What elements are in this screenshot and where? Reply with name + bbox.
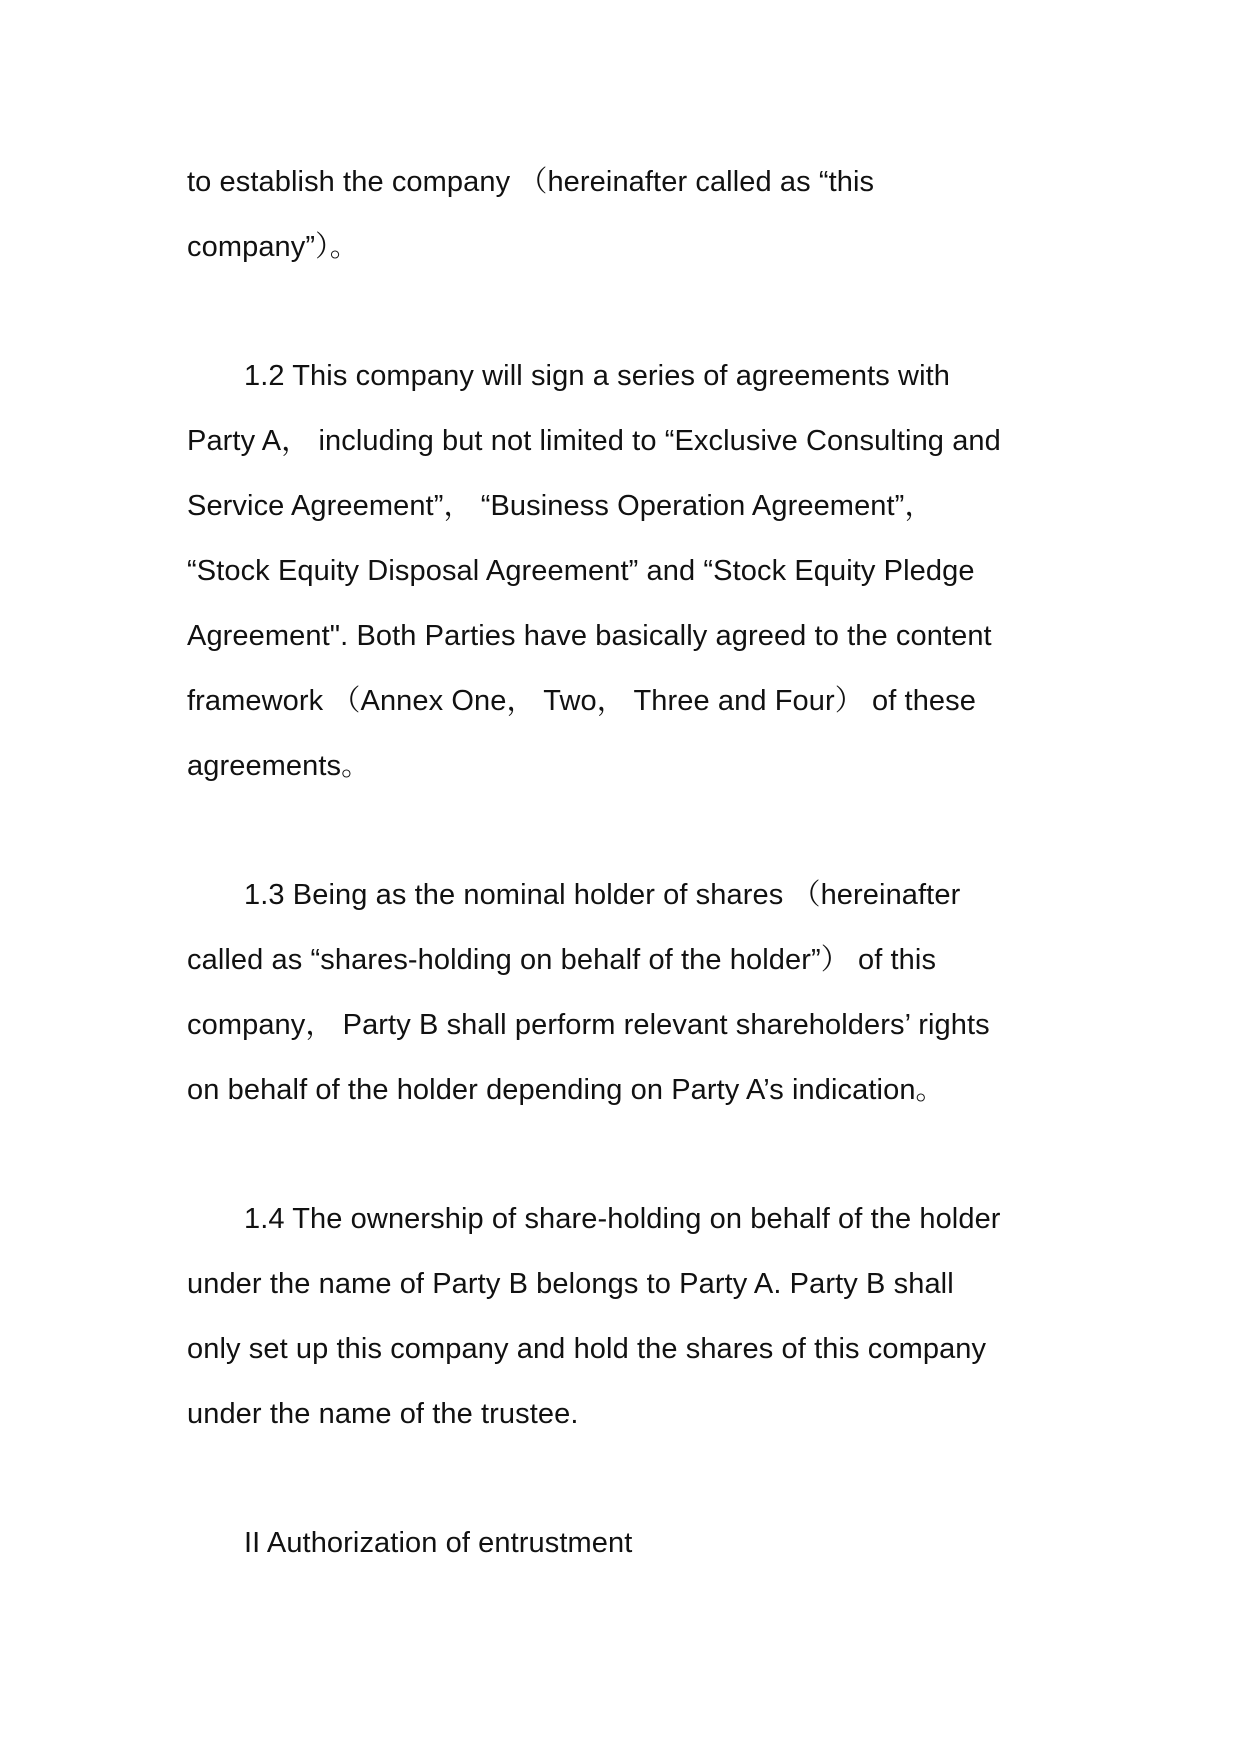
text-line: under the name of the trustee. (187, 1398, 579, 1430)
text-line: to establish the company （hereinafter called as “this (187, 166, 875, 198)
text-line: company”）。 (187, 231, 359, 263)
text-line: company， Party B shall perform relevant shareholders’ rights (187, 1009, 990, 1041)
text-line: agreements。 (187, 750, 371, 782)
text-line: framework （Annex One， Two， Three and Four） of these (187, 685, 976, 717)
text-line: Service Agreement”， “Business Operation Agreement”， (187, 490, 934, 522)
paragraph-1-2-start: 1.2 This company will sign a series of agreements with (244, 360, 951, 392)
text-line: “Stock Equity Disposal Agreement” and “Stock Equity Pledge (187, 555, 975, 587)
text-line: on behalf of the holder depending on Party A’s indication。 (187, 1074, 945, 1106)
section-heading: II Authorization of entrustment (244, 1527, 633, 1559)
paragraph-1-3-start: 1.3 Being as the nominal holder of shares （hereinafter (244, 879, 961, 911)
paragraph-1-4-start: 1.4 The ownership of share-holding on behalf of the holder (244, 1203, 1001, 1235)
text-line: Agreement". Both Parties have basically agreed to the content (187, 620, 992, 652)
text-line: Party A， including but not limited to “Exclusive Consulting and (187, 425, 1001, 457)
text-line: only set up this company and hold the shares of this company (187, 1333, 987, 1365)
text-line: called as “shares-holding on behalf of the holder”） of this (187, 944, 937, 976)
text-line: under the name of Party B belongs to Party A. Party B shall (187, 1268, 954, 1300)
